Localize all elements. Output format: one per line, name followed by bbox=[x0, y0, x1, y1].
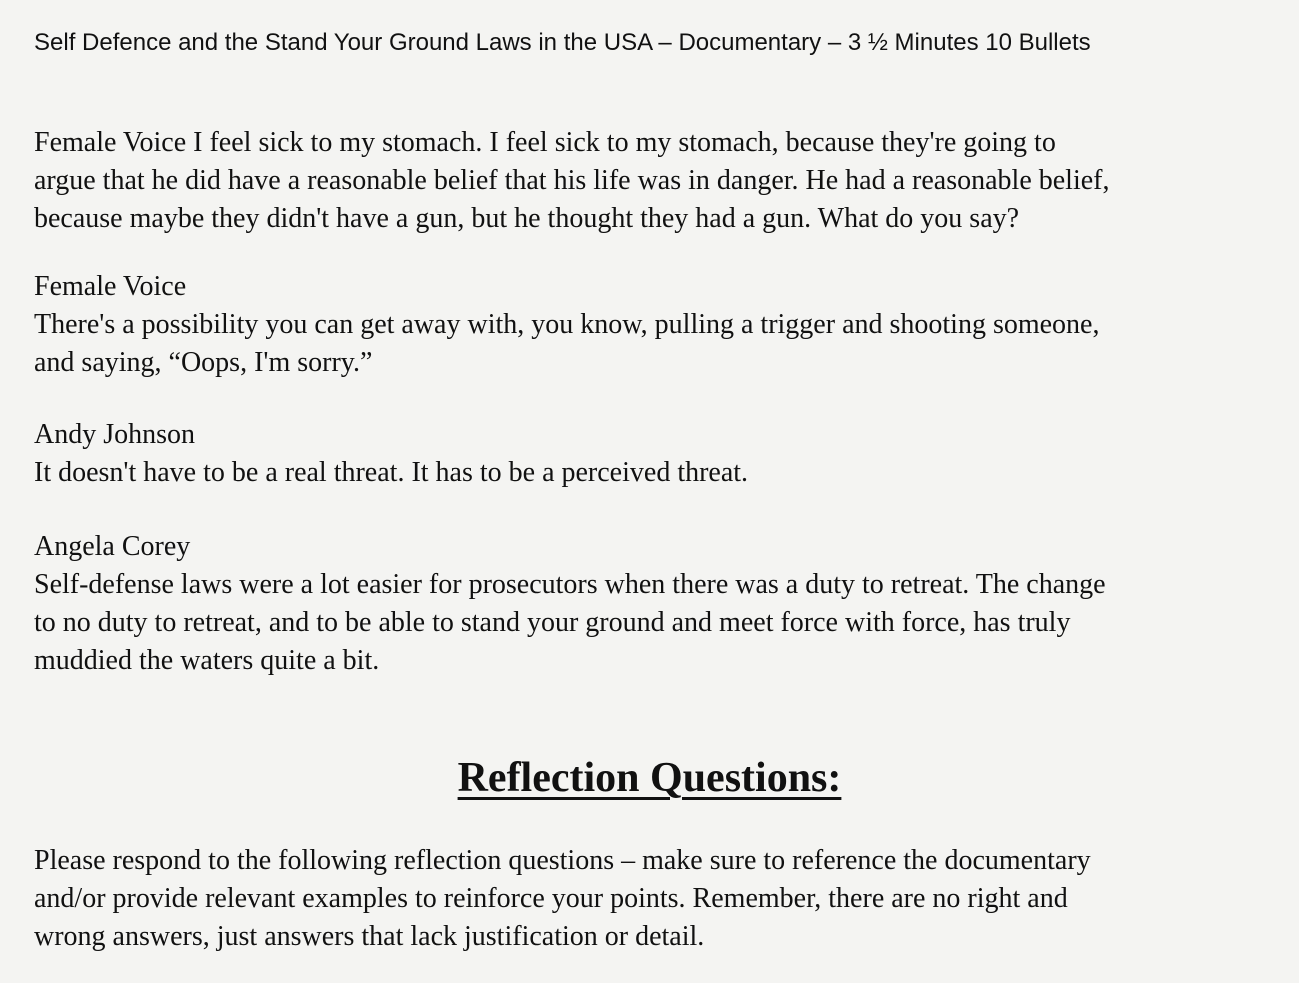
passage-line: There's a possibility you can get away with, you know, pulling a trigger and shooting someone, bbox=[34, 309, 1100, 340]
reflection-heading bbox=[0, 748, 1299, 808]
passage-line: Female Voice I feel sick to my stomach. I feel sick to my stomach, because they're going to bbox=[34, 127, 1056, 158]
transcript-passage-3 bbox=[34, 416, 1269, 492]
passage-line: argue that he did have a reasonable belief that his life was in danger. He had a reasonable belief, bbox=[34, 165, 1110, 196]
transcript-passage-1 bbox=[34, 124, 1269, 238]
instruction-line: Please respond to the following reflection questions – make sure to reference the documentary bbox=[34, 845, 1091, 876]
speaker-name: Female Voice bbox=[34, 271, 187, 302]
instruction-line: and/or provide relevant examples to reinforce your points. Remember, there are no right and bbox=[34, 883, 1068, 914]
speaker-name: Andy Johnson bbox=[34, 419, 196, 450]
passage-line: muddied the waters quite a bit. bbox=[34, 645, 380, 676]
document-header: Self Defence and the Stand Your Ground Laws in the USA – Documentary – 3 ½ Minutes 10 Bullets bbox=[34, 29, 1091, 56]
speaker-name: Angela Corey bbox=[34, 531, 191, 562]
passage-line: because maybe they didn't have a gun, but he thought they had a gun. What do you say? bbox=[34, 203, 1020, 234]
reflection-heading-text: Reflection Questions: bbox=[457, 755, 842, 801]
passage-line: Self-defense laws were a lot easier for prosecutors when there was a duty to retreat. The change bbox=[34, 569, 1106, 600]
transcript-passage-2 bbox=[34, 268, 1269, 382]
reflection-instructions bbox=[34, 842, 1269, 956]
instruction-line: wrong answers, just answers that lack justification or detail. bbox=[34, 921, 705, 952]
passage-line: to no duty to retreat, and to be able to stand your ground and meet force with force, has truly bbox=[34, 607, 1071, 638]
transcript-passage-4 bbox=[34, 528, 1269, 680]
passage-line: and saying, “Oops, I'm sorry.” bbox=[34, 347, 373, 378]
passage-line: It doesn't have to be a real threat. It has to be a perceived threat. bbox=[34, 457, 749, 488]
